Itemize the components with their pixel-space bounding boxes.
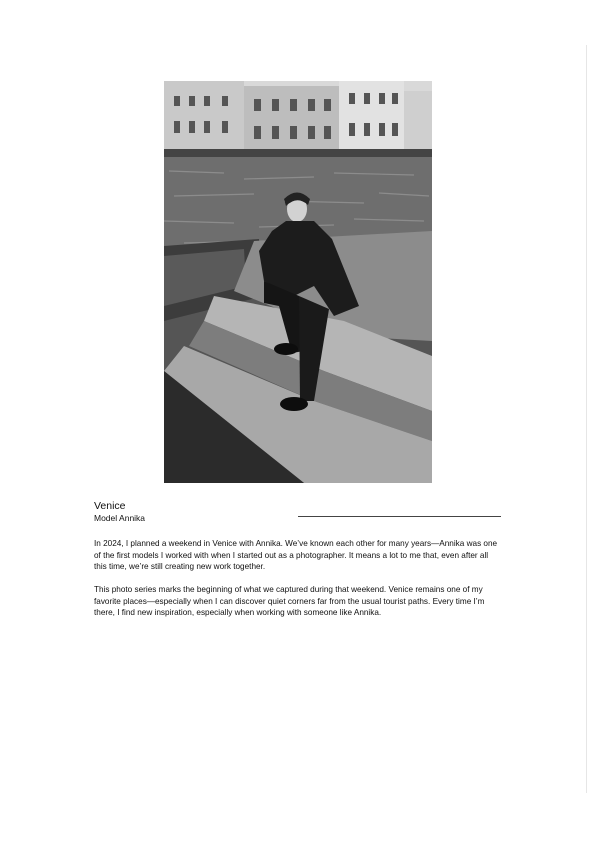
body-text bbox=[94, 538, 502, 630]
divider-line bbox=[298, 516, 501, 517]
caption bbox=[94, 500, 145, 524]
venice-photo bbox=[164, 81, 432, 483]
caption-subtitle: Model Annika bbox=[94, 513, 146, 523]
page-edge-rule bbox=[586, 45, 587, 793]
paragraph: This photo series marks the beginning of what we captured during that weekend. Venice remains one of my favorite places—especially when I can discover quiet corners far from the usual tourist paths. Every time I’m there, I find new inspiration, especially when working with someone like Annika. bbox=[94, 585, 485, 617]
paragraph: In 2024, I planned a weekend in Venice with Annika. We’ve known each other for many years—Annika was one of the first models I worked with when I started out as a photographer. It means a lot to me that, even after all this time, we’re still creating new work together. bbox=[94, 539, 498, 571]
caption-title: Venice bbox=[94, 500, 126, 512]
